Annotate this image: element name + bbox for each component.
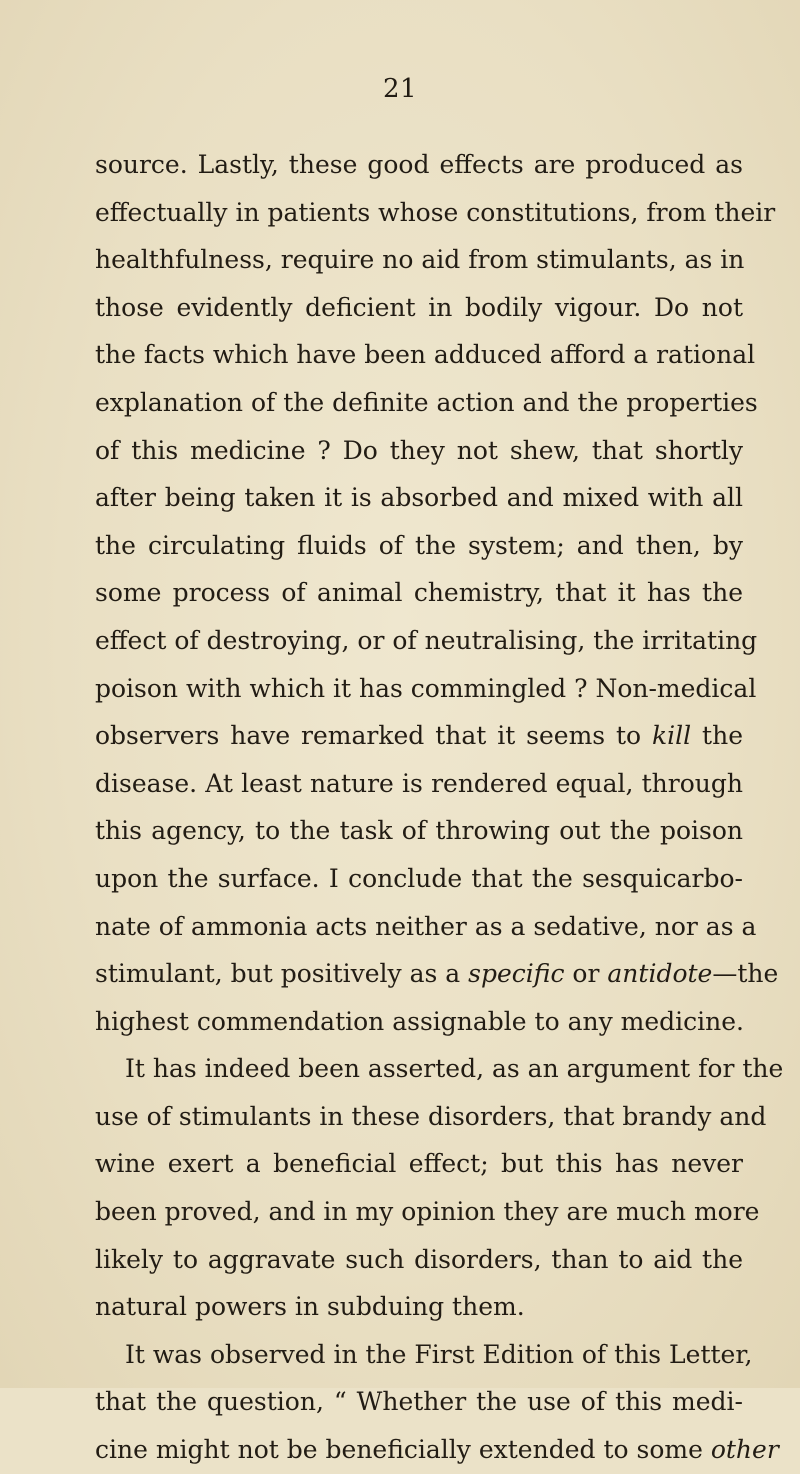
- text-line: effectually in patients whose constitutions, from their: [95, 197, 776, 227]
- text-line: [95, 712, 743, 760]
- text-run: observers have remarked that it seems to: [95, 721, 653, 751]
- text-line: explanation of the definite action and the properties: [95, 387, 758, 417]
- text-run: or: [564, 959, 608, 989]
- text-line: upon the surface. I conclude that the sesquicarbo-: [95, 863, 743, 893]
- text-line: some process of animal chemistry, that it has the: [95, 578, 743, 608]
- text-line: It was observed in the First Edition of this Letter,: [125, 1339, 753, 1369]
- text-line: [95, 1426, 779, 1474]
- text-line: been proved, and in my opinion they are much more: [95, 1197, 760, 1227]
- text-line: It has indeed been asserted, as an argument for the: [125, 1054, 784, 1084]
- text-line: poison with which it has commingled ? Non-medical: [95, 673, 757, 703]
- text-line: effect of destroying, or of neutralising, the irritating: [95, 625, 758, 655]
- text-line: the facts which have been adduced afford a rational: [95, 340, 756, 370]
- italic-word: kill: [652, 721, 692, 751]
- body-text: [95, 141, 784, 1474]
- text-run: cine might not be beneficially extended to some: [95, 1435, 711, 1465]
- text-line: [95, 950, 779, 998]
- text-line: source. Lastly, these good effects are produced as: [95, 150, 743, 179]
- text-line: likely to aggravate such disorders, than to aid the: [95, 1244, 743, 1274]
- text-line: that the question, “ Whether the use of this medi-: [95, 1387, 743, 1417]
- text-line: highest commendation assignable to any medicine.: [95, 1006, 744, 1036]
- text-line: those evidently deficient in bodily vigour. Do not: [95, 292, 743, 322]
- text-run: stimulant, but positively as a: [95, 959, 469, 989]
- text-line: use of stimulants in these disorders, that brandy and: [95, 1101, 767, 1131]
- page-number: 21: [382, 74, 418, 104]
- text-line: healthfulness, require no aid from stimulants, as in: [95, 245, 745, 275]
- text-run: the: [691, 721, 744, 751]
- text-run: —the: [712, 959, 779, 989]
- text-line: the circulating fluids of the system; and then, by: [95, 530, 743, 560]
- text-line: nate of ammonia acts neither as a sedative, nor as a: [95, 911, 757, 941]
- text-line: natural powers in subduing them.: [95, 1292, 525, 1322]
- text-line: this agency, to the task of throwing out the poison: [95, 816, 743, 846]
- text-line: of this medicine ? Do they not shew, that shortly: [95, 435, 743, 465]
- italic-word: specific: [468, 959, 565, 989]
- italic-word: other: [710, 1435, 779, 1465]
- italic-word: antidote: [607, 959, 713, 989]
- text-line: wine exert a beneficial effect; but this has never: [95, 1149, 743, 1179]
- text-line: disease. At least nature is rendered equal, through: [95, 768, 743, 798]
- text-line: after being taken it is absorbed and mixed with all: [95, 483, 743, 513]
